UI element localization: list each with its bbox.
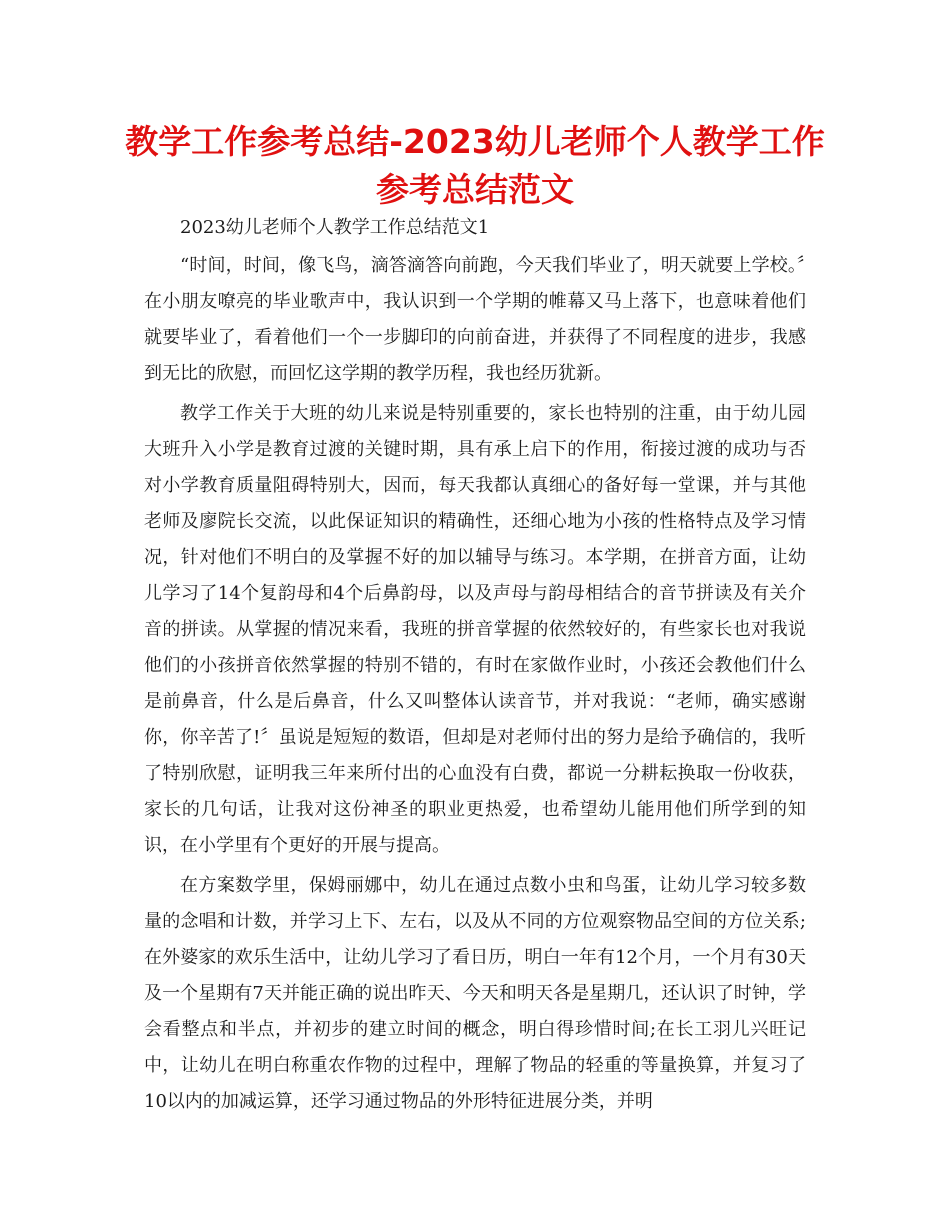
document-subtitle: 2023幼儿老师个人教学工作总结范文1 [180,217,490,238]
document-body [144,210,806,1124]
paragraph: “时间，时间，像飞鸟，滴答滴答向前跑，今天我们毕业了，明天就要上学校。〞在小朋友嘹亮的毕业歌声中，我认识到一个学期的帷幕又马上落下，也意味着他们就要毕业了，看着他们一个一步脚印的向前奋进，并获得了不同程度的进步，我感到无比的欣慰，而回忆这学期的教学历程，我也经历犹新。 [144,255,806,384]
paragraph: 教学工作关于大班的幼儿来说是特别重要的，家长也特别的注重，由于幼儿园大班升入小学是教育过渡的关键时期，具有承上启下的作用，衔接过渡的成功与否对小学教育质量阻碍特别大，因而，每天我都认真细心的备好每一堂课，并与其他老师及廖院长交流，以此保证知识的精确性，还细心地为小孩的性格特点及学习情况，针对他们不明白的及掌握不好的加以辅导与练习。本学期，在拼音方面，让幼儿学习了14个复韵母和4个后鼻韵母，以及声母与韵母相结合的音节拼读及有关介音的拼读。从掌握的情况来看，我班的拼音掌握的依然较好的，有些家长也对我说他们的小孩拼音依然掌握的特别不错的，有时在家做作业时，小孩还会教他们什么是前鼻音，什么是后鼻音，什么又叫整体认读音节，并对我说：“老师，确实感谢你，你辛苦了!〞虽说是短短的数语，但却是对老师付出的努力是给予确信的，我听了特别欣慰，证明我三年来所付出的心血没有白费，都说一分耕耘换取一份收获，家长的几句话，让我对这份神圣的职业更热爱，也希望幼儿能用他们所学到的知识，在小学里有个更好的开展与提高。 [144,403,806,856]
paragraph: 在方案数学里，保姆丽娜中，幼儿在通过点数小虫和鸟蛋，让幼儿学习较多数量的念唱和计数，并学习上下、左右，以及从不同的方位观察物品空间的方位关系;在外婆家的欢乐生活中，让幼儿学习了看日历，明白一年有12个月，一个月有30天及一个星期有7天并能正确的说出昨天、今天和明天各是星期几，还认识了时钟，学会看整点和半点，并初步的建立时间的概念，明白得珍惜时间;在长工羽儿兴旺记中，让幼儿在明白称重农作物的过程中，理解了物品的轻重的等量换算，并复习了10以内的加减运算，还学习通过物品的外形特征进展分类，并明 [144,875,806,1112]
document-title-line-1: 教学工作参考总结-2023幼儿老师个人教学工作 [125,122,825,161]
document-title-line-2: 参考总结范文 [376,170,574,209]
